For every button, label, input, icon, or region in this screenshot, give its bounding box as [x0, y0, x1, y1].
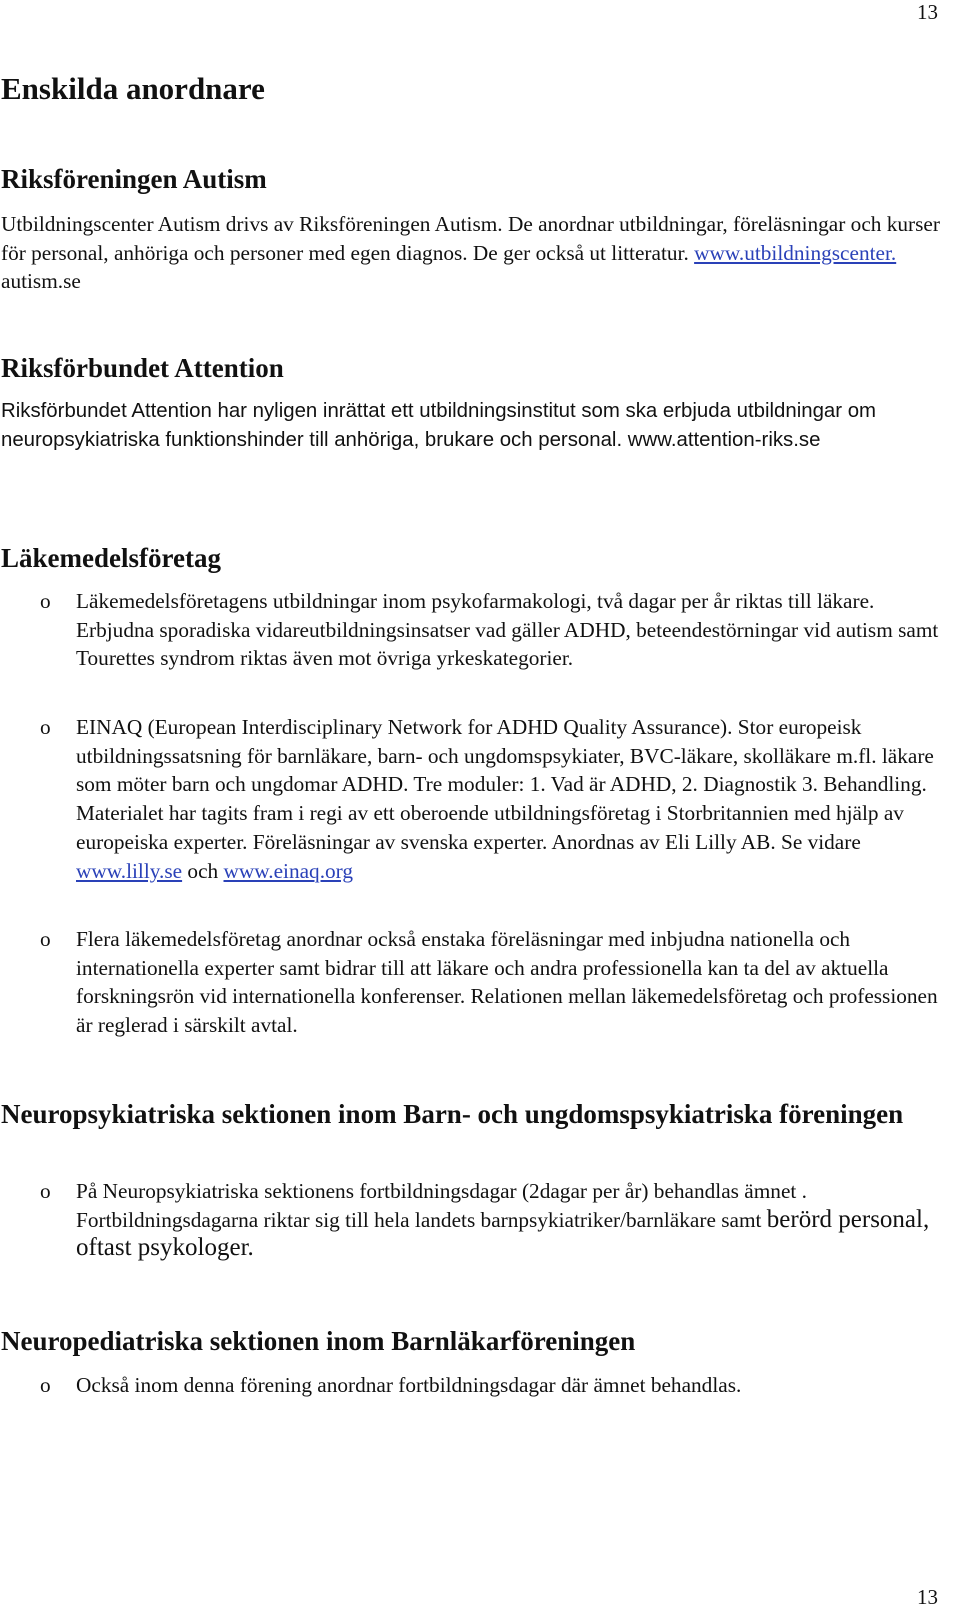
list-item	[1, 713, 956, 885]
list-item-text: Också inom denna förening anordnar fortbildningsdagar där ämnet behandlas.	[76, 1373, 742, 1397]
list-lakemedelsforetag-2	[1, 713, 956, 885]
list-item	[1, 587, 956, 673]
link-tail-autism: autism.se	[1, 269, 81, 294]
list-lakemedelsforetag	[1, 587, 956, 673]
heading-lakemedelsforetag: Läkemedelsföretag	[1, 543, 221, 573]
list-item	[1, 925, 956, 1040]
heading-riksforbundet-attention: Riksförbundet Attention	[1, 353, 284, 383]
list-item-text: EINAQ (European Interdisciplinary Network for ADHD Quality Assurance). Stor europeisk utbildningssatsning för barnläkare, barn- och ungdomspsykiater, BVC-läkare, skolläkare m.fl. läkare som möter barn och ungdomar ADHD. Tre moduler: 1. Vad är ADHD, 2. Diagnostik 3. Behandling. Materialet har tagits fram i regi av ett oberoende utbildningsföretag i Storbritannien med hjälp av europeiska experter. Föreläsningar av svenska experter. Anordnas av Eli Lilly AB. Se vidare	[76, 715, 934, 854]
list-item	[1, 1177, 956, 1263]
list-neuropediatriska	[1, 1371, 956, 1400]
bullet-circle-icon: o	[40, 1373, 51, 1397]
list-item-text: Läkemedelsföretagens utbildningar inom psykofarmakologi, två dagar per år riktas till läkare. Erbjudna sporadiska vidareutbildningsinsatser vad gäller ADHD, beteendestörningar vid autism samt Tourettes syndrom riktas även mot övriga yrkeskategorier.	[76, 589, 939, 671]
paragraph-autism	[1, 210, 951, 296]
paragraph-autism-text: Utbildningscenter Autism drivs av Riksföreningen Autism. De anordnar utbildningar, föreläsningar och kurser för personal, anhöriga och personer med egen diagnos. De ger också ut litteratur.	[1, 212, 940, 265]
link-einaq[interactable]: www.einaq.org	[223, 858, 354, 883]
paragraph-attention: Riksförbundet Attention har nyligen inrättat ett utbildningsinstitut som ska erbjuda utbildningar om neuropsykiatriska funktionshinder till anhöriga, brukare och personal. www.attention-riks.se	[1, 400, 877, 451]
heading-neuropsykiatriska-sektionen: Neuropsykiatriska sektionen inom Barn- och ungdomspsykiatriska föreningen	[1, 1099, 904, 1129]
list-item-text: Flera läkemedelsföretag anordnar också enstaka föreläsningar med inbjudna nationella och internationella experter samt bidrar till att läkare och andra professionella kan ta del av aktuella forskningsrön vid internationella konferenser. Relationen mellan läkemedelsföretag och professionen är reglerad i särskilt avtal.	[76, 927, 938, 1038]
heading-neuropediatriska-sektionen: Neuropediatriska sektionen inom Barnläkarföreningen	[1, 1326, 636, 1356]
page-number-top: 13	[917, 0, 938, 24]
bullet-circle-icon: o	[40, 1179, 51, 1203]
link-utbildningscenter[interactable]: www.utbildningscenter.	[694, 240, 897, 265]
bullet-circle-icon: o	[40, 927, 51, 951]
page-number-bottom: 13	[917, 1585, 938, 1609]
heading-riksforeningen-autism: Riksföreningen Autism	[1, 164, 267, 194]
page-title: Enskilda anordnare	[1, 71, 265, 106]
list-item-connector: och	[187, 858, 219, 883]
list-neuropsykiatriska	[1, 1177, 956, 1263]
list-item-text-tail: berörd personal, oftast psykologer.	[76, 1205, 930, 1262]
bullet-circle-icon: o	[40, 715, 51, 739]
list-item-text: På Neuropsykiatriska sektionens fortbildningsdagar (2dagar per år) behandlas ämnet . Fortbildningsdagarna riktar sig till hela landets barnpsykiatriker/barnläkare samt	[76, 1179, 807, 1232]
bullet-circle-icon: o	[40, 589, 51, 613]
list-lakemedelsforetag-3	[1, 925, 956, 1040]
list-item	[1, 1371, 956, 1400]
link-lilly[interactable]: www.lilly.se	[76, 858, 183, 883]
